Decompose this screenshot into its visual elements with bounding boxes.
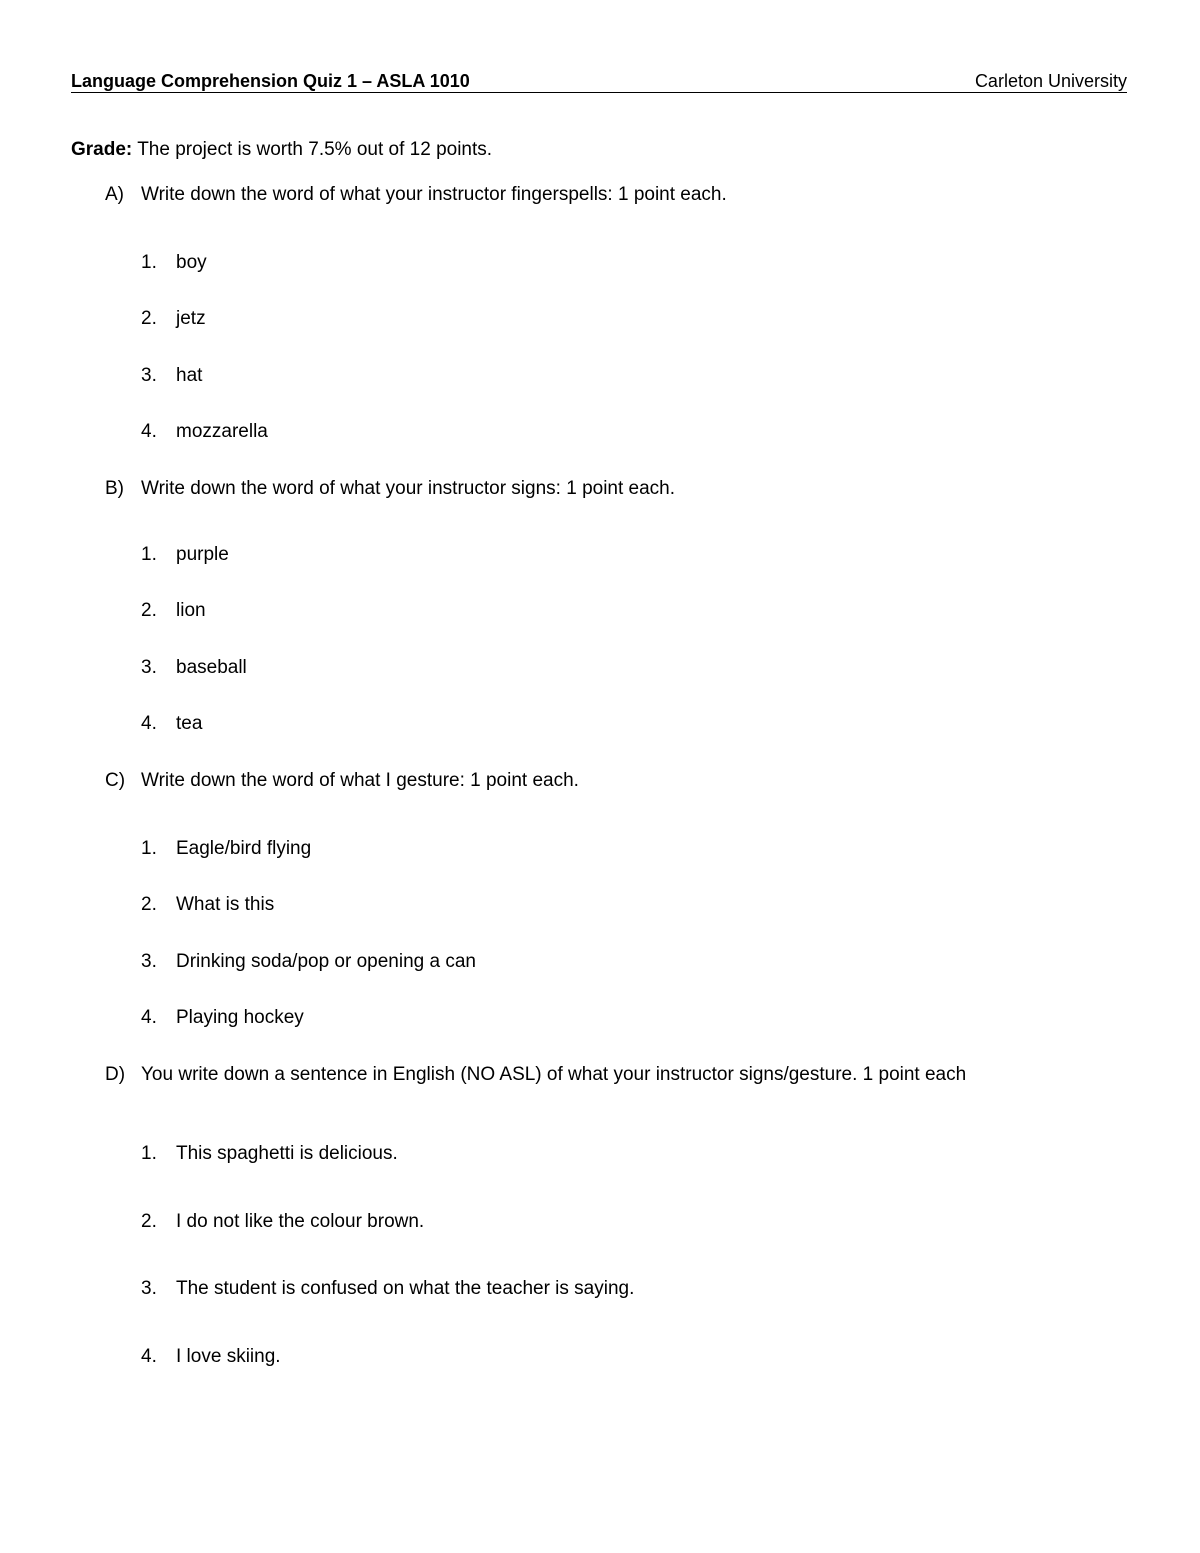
list-item: lion bbox=[176, 600, 206, 621]
section-b-instruction: Write down the word of what your instructor signs: 1 point each. bbox=[141, 478, 676, 499]
list-item-number: 3. bbox=[141, 365, 157, 386]
list-item: purple bbox=[176, 544, 229, 565]
list-item: mozzarella bbox=[176, 421, 268, 442]
list-item: I do not like the colour brown. bbox=[176, 1211, 425, 1232]
list-item-number: 4. bbox=[141, 1346, 157, 1367]
section-b-label: B) bbox=[105, 478, 124, 499]
section-a-label: A) bbox=[105, 184, 124, 205]
section-c-label: C) bbox=[105, 770, 126, 791]
quiz-title: Language Comprehension Quiz 1 – ASLA 1010 bbox=[71, 71, 470, 91]
section-c-instruction: Write down the word of what I gesture: 1 point each. bbox=[141, 770, 579, 791]
list-item-number: 2. bbox=[141, 600, 157, 621]
section-d-label: D) bbox=[105, 1064, 126, 1085]
list-item: jetz bbox=[176, 308, 206, 329]
list-item-number: 4. bbox=[141, 713, 157, 734]
list-item-number: 3. bbox=[141, 657, 157, 678]
list-item-number: 4. bbox=[141, 421, 157, 442]
list-item: I love skiing. bbox=[176, 1346, 281, 1367]
list-item-number: 4. bbox=[141, 1007, 157, 1028]
list-item: tea bbox=[176, 713, 203, 734]
section-a-instruction: Write down the word of what your instructor fingerspells: 1 point each. bbox=[141, 184, 727, 205]
list-item-number: 2. bbox=[141, 308, 157, 329]
list-item: Drinking soda/pop or opening a can bbox=[176, 951, 476, 972]
list-item-number: 2. bbox=[141, 1211, 157, 1232]
list-item-number: 1. bbox=[141, 838, 157, 859]
list-item-number: 3. bbox=[141, 1278, 157, 1299]
list-item-number: 2. bbox=[141, 894, 157, 915]
list-item: The student is confused on what the teacher is saying. bbox=[176, 1278, 635, 1299]
list-item: boy bbox=[176, 252, 207, 273]
list-item: What is this bbox=[176, 894, 275, 915]
list-item-number: 1. bbox=[141, 252, 157, 273]
grade-text: The project is worth 7.5% out of 12 points. bbox=[137, 139, 493, 160]
list-item-number: 1. bbox=[141, 544, 157, 565]
list-item-number: 3. bbox=[141, 951, 157, 972]
list-item: This spaghetti is delicious. bbox=[176, 1143, 398, 1164]
list-item: Eagle/bird flying bbox=[176, 838, 312, 859]
grade-line bbox=[71, 139, 492, 161]
section-d-instruction: You write down a sentence in English (NO ASL) of what your instructor signs/gesture. 1 point each bbox=[141, 1064, 967, 1085]
university-name: Carleton University bbox=[974, 71, 1127, 91]
list-item: Playing hockey bbox=[176, 1007, 304, 1028]
list-item: hat bbox=[176, 365, 203, 386]
page-header bbox=[71, 70, 1127, 93]
list-item-number: 1. bbox=[141, 1143, 157, 1164]
list-item: baseball bbox=[176, 657, 247, 678]
grade-label: Grade: bbox=[71, 139, 133, 160]
